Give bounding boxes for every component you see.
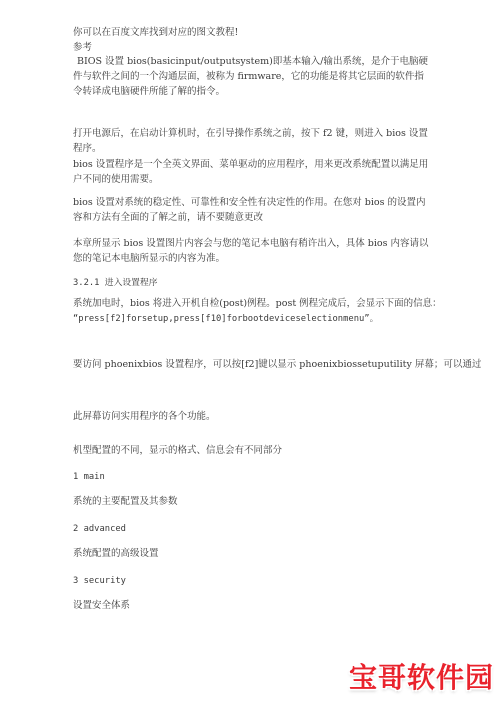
paragraph-model-config: 机型配置的不同，显示的格式、信息会有不同部分 <box>73 445 283 456</box>
menu-item-security-desc: 设置安全体系 <box>73 600 131 611</box>
reference-label: 参考 <box>73 42 93 53</box>
paragraph-bios-program: bios 设置程序是一个全英文界面、菜单驱动的应用程序，用来更改系统配置以满足用户不同的使用需要。 <box>73 159 429 185</box>
paragraph-utility-functions: 此屏幕访问实用程序的各个功能。 <box>73 411 216 422</box>
watermark-logo <box>349 658 495 698</box>
menu-item-main-title: 1 main <box>73 472 105 482</box>
menu-item-security-title: 3 security <box>73 576 126 586</box>
menu-item-advanced-desc: 系统配置的高级设置 <box>73 548 159 559</box>
section-heading: 3.2.1 进入设置程序 <box>73 278 158 288</box>
paragraph-bios-note: 本章所显示 bios 设置图片内容会与您的笔记本电脑有稍许出入，具体 bios 内容请以您的笔记本电脑所显示的内容为准。 <box>73 238 429 264</box>
intro-text: 你可以在百度文库找到对应的图文教程! <box>73 27 239 38</box>
menu-item-main-desc: 系统的主要配置及其参数 <box>73 496 178 507</box>
watermark-text: 宝哥软件园 <box>349 661 495 694</box>
paragraph-phoenixbios: 要访问 phoenixbios 设置程序，可以按[f2]键以显示 phoenixbiossetuputility 屏幕；可以通过 <box>73 359 482 370</box>
post-message-quote: “press[f2]forsetup,press[f10]forbootdeviceselectionmenu”。 <box>73 314 379 324</box>
paragraph-bios-warning: bios 设置对系统的稳定性、可靠性和安全性有决定性的作用。在您对 bios 的设置内容和方法有全面的了解之前，请不要随意更改 <box>73 197 426 223</box>
paragraph-post: 系统加电时，bios 将进入开机自检(post)例程。post 例程完成后，会显示下面的信息： <box>73 298 442 309</box>
paragraph-bios-definition: BIOS 设置 bios(basicinput/outputsystem)即基本输入/输出系统，是介于电脑硬件与软件之间的一个沟通层面，被称为 firmware，它的功能是将其它层面的软件指令转译成电脑硬件所能了解的指令。 <box>73 56 428 97</box>
menu-item-advanced-title: 2 advanced <box>73 524 126 534</box>
paragraph-enter-bios: 打开电源后，在启动计算机时，在引导操作系统之前，按下 f2 键，则进入 bios 设置程序。 <box>73 128 428 154</box>
